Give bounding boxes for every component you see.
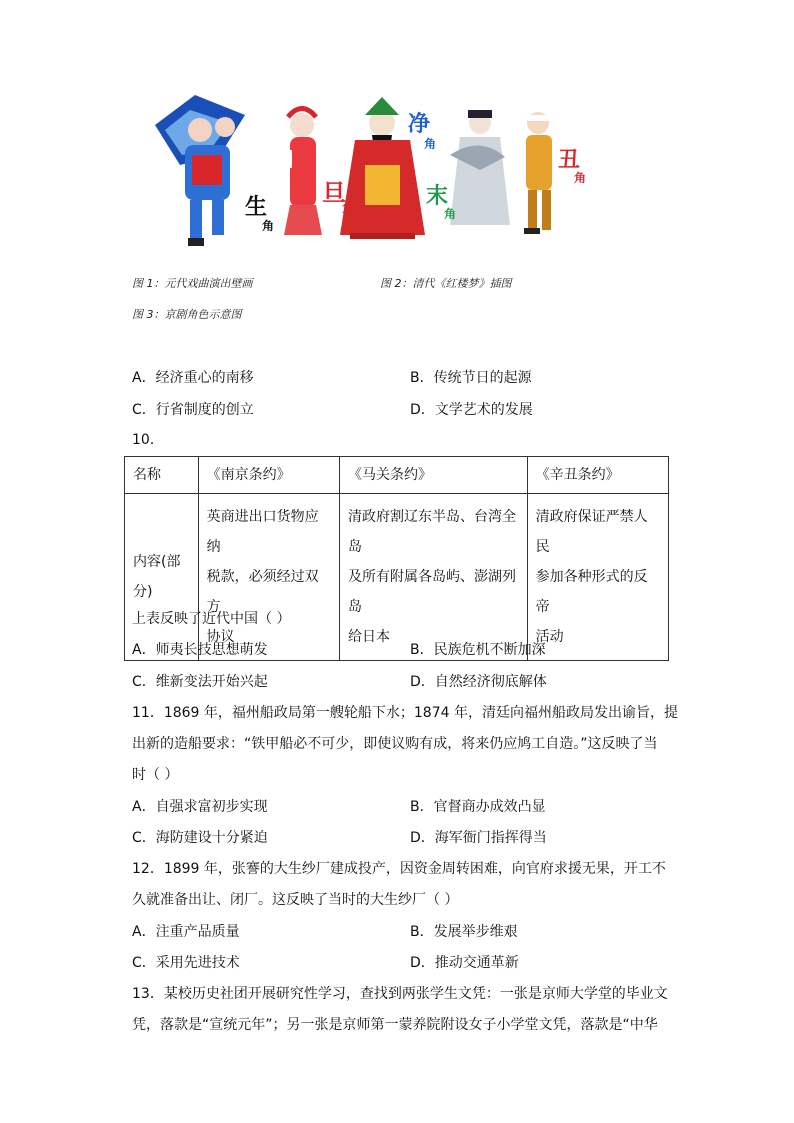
q9-option-c[interactable]: C．行省制度的创立 <box>132 402 254 418</box>
opera-figures-svg <box>150 95 590 255</box>
q12-option-c[interactable]: C．采用先进技术 <box>132 955 240 971</box>
cell-line: 英商进出口货物应纳 <box>206 509 319 555</box>
q10-option-d[interactable]: D．自然经济彻底解体 <box>410 674 547 690</box>
q10-number: 10． <box>132 432 164 448</box>
cell-line: 活动 <box>535 629 564 645</box>
cell-line: 税款，必须经过双方 <box>206 569 319 615</box>
sheng-figure <box>155 95 245 246</box>
cell-line: 参加各种形式的反帝 <box>535 569 648 615</box>
q11-option-d[interactable]: D．海军衙门指挥得当 <box>410 830 547 846</box>
cell-line: 及所有附属各岛屿、澎湖列岛 <box>347 569 516 615</box>
q10-option-b[interactable]: B．民族危机不断加深 <box>410 642 546 658</box>
role-chou-jiao: 角 <box>574 171 587 185</box>
q9-option-d[interactable]: D．文学艺术的发展 <box>410 402 533 418</box>
row-label-line: 内容(部 <box>133 554 181 570</box>
treaty-table <box>124 456 669 661</box>
caption-fig2: 图 2：清代《红楼梦》插图 <box>380 277 512 290</box>
q9-option-a[interactable]: A．经济重心的南移 <box>132 370 254 386</box>
role-dan-label: 旦 <box>322 179 346 207</box>
mo-figure <box>450 110 510 225</box>
q13-line: 凭，落款是“宣统元年”；另一张是京师第一蒙养院附设女子小学堂文凭，落款是“中华 <box>132 1017 658 1033</box>
role-mo-label: 末 <box>426 184 449 209</box>
caption-fig3: 图 3：京剧角色示意图 <box>132 308 242 321</box>
table-header-cell: 名称 <box>125 457 199 494</box>
dan-figure <box>280 109 322 236</box>
q9-option-b[interactable]: B．传统节日的起源 <box>410 370 532 386</box>
q12-line: 久就准备出让、闭厂。这反映了当时的大生纱厂（ ） <box>132 892 459 908</box>
q12-option-b[interactable]: B．发展举步维艰 <box>410 924 518 940</box>
q10-option-c[interactable]: C．维新变法开始兴起 <box>132 674 268 690</box>
role-jing-jiao: 角 <box>424 137 437 151</box>
cell-line: 给日本 <box>347 629 390 645</box>
table-header-cell: 《南京条约》 <box>198 457 339 494</box>
q12-option-a[interactable]: A．注重产品质量 <box>132 924 240 940</box>
q11-line: 出新的造船要求：“铁甲船必不可少，即使议购有成，将来仍应鸠工自造。”这反映了当 <box>132 736 658 752</box>
table-header-row <box>125 457 669 494</box>
role-sheng-label: 生 <box>245 195 268 220</box>
caption-fig1: 图 1：元代戏曲演出壁画 <box>132 277 253 290</box>
chou-figure <box>524 112 552 234</box>
table-cell-nanjing <box>198 494 339 661</box>
table-row-label <box>125 494 199 661</box>
role-jing-label: 净 <box>408 112 431 137</box>
table-header-cell: 《辛丑条约》 <box>527 457 668 494</box>
cell-line: 清政府保证严禁人民 <box>535 509 648 555</box>
q11-option-a[interactable]: A．自强求富初步实现 <box>132 799 268 815</box>
q11-line: 11．1869 年，福州船政局第一艘轮船下水；1874 年，清廷向福州船政局发出谕旨，提 <box>132 705 678 721</box>
cell-line: 清政府割辽东半岛、台湾全岛 <box>347 509 516 555</box>
table-header-cell: 《马关条约》 <box>339 457 527 494</box>
table-row <box>125 494 669 661</box>
q12-option-d[interactable]: D．推动交通革新 <box>410 955 519 971</box>
q11-option-c[interactable]: C．海防建设十分紧迫 <box>132 830 268 846</box>
role-chou-label: 丑 <box>558 148 581 173</box>
cell-line: 协议 <box>206 629 235 645</box>
q11-option-b[interactable]: B．官督商办成效凸显 <box>410 799 546 815</box>
opera-roles-illustration <box>150 95 590 255</box>
q13-line: 13．某校历史社团开展研究性学习，查找到两张学生文凭：一张是京师大学堂的毕业文 <box>132 986 668 1002</box>
table-cell-maguan <box>339 494 527 661</box>
q10-stem: 上表反映了近代中国（ ） <box>132 611 291 627</box>
row-label-line: 分) <box>133 584 153 600</box>
q11-line: 时（ ） <box>132 767 179 783</box>
table-cell-xinchou <box>527 494 668 661</box>
role-dan-jiao: 角 <box>342 201 355 215</box>
q10-option-a[interactable]: A．师夷长技思想萌发 <box>132 642 268 658</box>
role-mo-jiao: 角 <box>444 207 457 221</box>
role-sheng-jiao: 角 <box>262 219 275 233</box>
q12-line: 12．1899 年，张謇的大生纱厂建成投产，因资金周转困难，向官府求援无果，开工不 <box>132 861 666 877</box>
